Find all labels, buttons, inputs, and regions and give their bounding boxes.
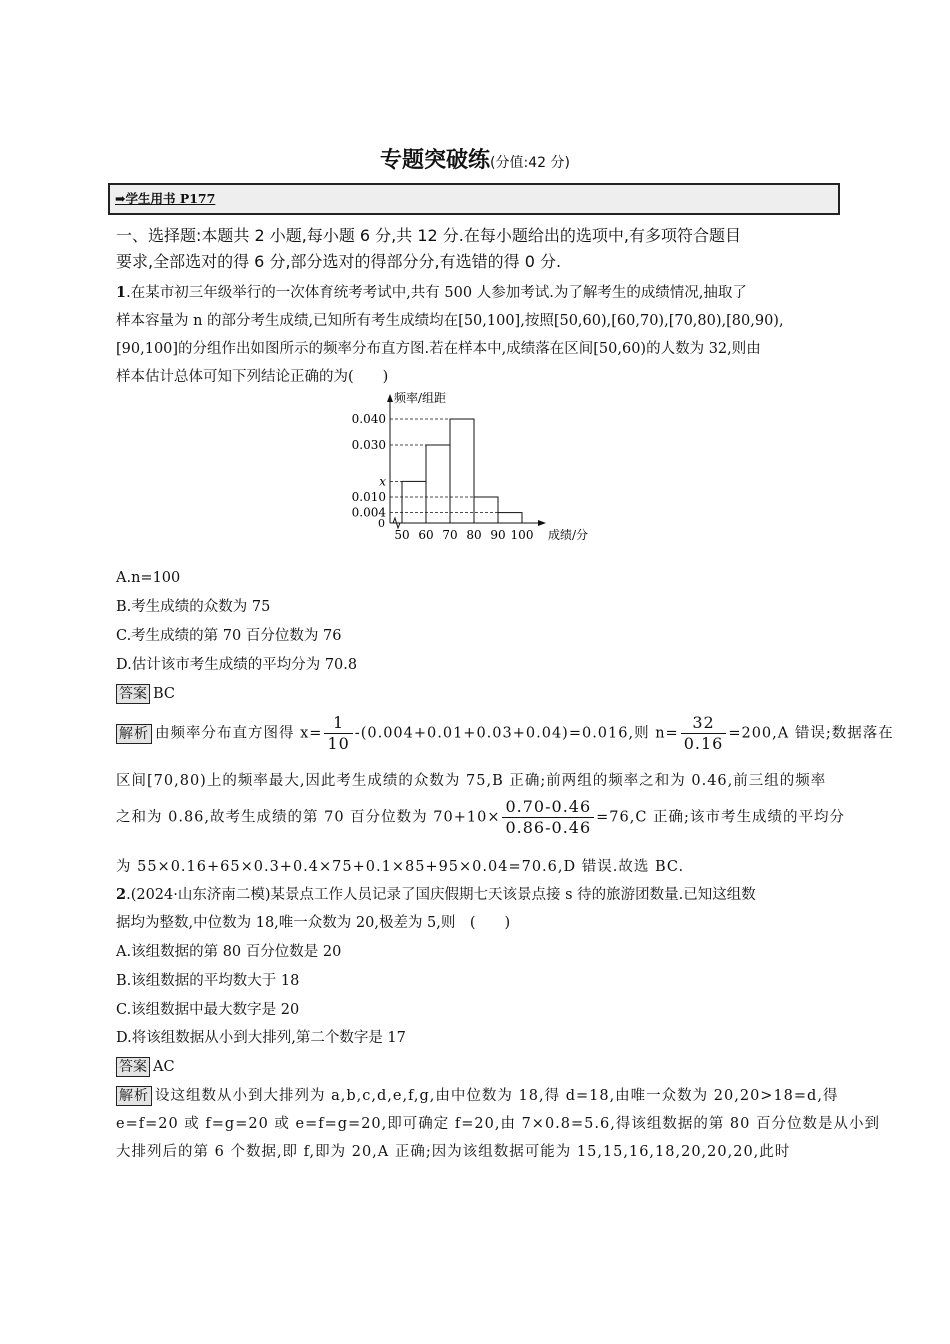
q1-option-b: B.考生成绩的众数为 75 [116,599,271,615]
analysis-tag: 解析 [116,1086,152,1106]
x-tick-label: 70 [442,528,458,542]
x-tick-label: 60 [418,528,434,542]
q1-stem-line-3: [90,100]的分组作出如图所示的频率分布直方图.若在样本中,成绩落在区间[50,60)的人数为 32,则由 [116,341,761,357]
q1-option-a: A.n=100 [116,570,181,586]
q1-analysis-line-4: 为 55×0.16+65×0.3+0.4×75+0.1×85+95×0.04=70.6,D 错误.故选 BC. [116,859,685,875]
q2-option-d: D.将该组数据从小到大排列,第二个数字是 17 [116,1030,406,1046]
histogram-bar [450,419,474,523]
q1-option-c: C.考生成绩的第 70 百分位数为 76 [116,628,342,644]
title-score: (分值:42 分) [490,155,570,171]
book-reference-bar [108,183,840,215]
x-tick-label: 90 [490,528,506,542]
q1-stem-line-2: 样本容量为 n 的部分考生成绩,已知所有考生成绩均在[50,100],按照[50,60),[60,70),[70,80),[80,90), [116,313,784,329]
analysis-tag: 解析 [116,724,152,744]
q2-stem-line-2: 据均为整数,中位数为 18,唯一众数为 20,极差为 5,则 ( ) [116,915,511,931]
x-axis-label: 成绩/分 [548,528,589,542]
q1-analysis-line-2: 区间[70,80)上的频率最大,因此考生成绩的众数为 75,B 正确;前两组的频率之和为 0.46,前三组的频率 [116,773,827,789]
answer-tag: 答案 [116,684,150,704]
section-heading: 一、选择题:本题共 2 小题,每小题 6 分,共 12 分.在每小题给出的选项中,有多项符合题目 要求,全部选对的得 6 分,部分选对的得部分分,有选错的得 0 分. [116,226,741,271]
q2-option-b: B.该组数据的平均数大于 18 [116,973,300,989]
y-axis-arrow-icon [387,394,393,402]
histogram-bar [402,481,426,523]
histogram-chart [340,388,610,550]
q1-option-d: D.估计该市考生成绩的平均分为 70.8 [116,657,358,673]
q2-analysis-line-2: e=f=20 或 f=g=20 或 e=f=g=20,即可确定 f=20,由 7×0.8=5.6,得该组数据的第 80 百分位数是从小到 [116,1116,880,1132]
fraction-32-016: $\frac{32}{0.16}$ [681,713,727,754]
x-tick-label: 50 [394,528,410,542]
q1-stem-line-1: 1.在某市初三年级举行的一次体育统考考试中,共有 500 人参加考试.为了解考生的成绩情况,抽取了 [116,284,747,301]
q1-answer: 答案 BC [116,684,175,704]
q1-stem-line-4: 样本估计总体可知下列结论正确的为( ) [116,369,389,385]
y-tick-label: 0.030 [351,438,386,452]
y-axis-label: 频率/组距 [394,391,447,405]
y-tick-label: x [379,474,386,489]
book-reference-link[interactable]: ➡学生用书 P177 [115,191,216,206]
title-main: 专题突破练 [380,148,491,173]
x-axis-arrow-icon [538,520,546,526]
q2-analysis-line-3: 大排列后的第 6 个数据,即 f,即为 20,A 正确;因为该组数据可能为 15,15,16,18,20,20,20,此时 [116,1144,791,1160]
y-tick-label: 0.010 [351,490,386,504]
q1-analysis-line-1: 解析 由频率分布直方图得 x= $\frac{1}{10}$ -(0.004+0.01+0.03+0.04)=0.016,则 n= $\frac{32}{0.16}$ =200,A 错误;数据落在 [116,713,894,754]
x-tick-label: 80 [466,528,482,542]
q2-answer: 答案 AC [116,1057,175,1077]
fraction-percentile: $\frac{0.70-0.46}{0.86-0.46}$ [502,797,594,838]
q2-stem-line-1: 2.(2024·山东济南二模)某景点工作人员记录了国庆假期七天该景点接 s 待的旅游团数量.已知这组数 [116,886,756,903]
origin-label: 0 [378,517,385,530]
histogram-bar [426,445,450,523]
answer-tag: 答案 [116,1057,150,1077]
q2-analysis-line-1: 解析 设这组数从小到大排列为 a,b,c,d,e,f,g,由中位数为 18,得 d=18,由唯一众数为 20,20>18=d,得 [116,1086,838,1106]
q2-option-a: A.该组数据的第 80 百分位数是 20 [116,944,342,960]
histogram-bar [474,497,498,523]
q1-analysis-line-3: 之和为 0.86,故考生成绩的第 70 百分位数为 70+10× $\frac{0.70-0.46}{0.86-0.46}$ =76,C 正确;该市考生成绩的平均分 [116,797,845,837]
histogram-bar [498,513,522,523]
y-tick-label: 0.040 [351,412,386,426]
arrow-icon: ➡ [115,191,126,206]
y-tick-label: 0.004 [351,505,386,520]
page-title [0,143,950,174]
x-tick-label: 100 [510,528,534,542]
fraction-1-10: $\frac{1}{10}$ [324,713,352,754]
q2-option-c: C.该组数据中最大数字是 20 [116,1002,300,1018]
